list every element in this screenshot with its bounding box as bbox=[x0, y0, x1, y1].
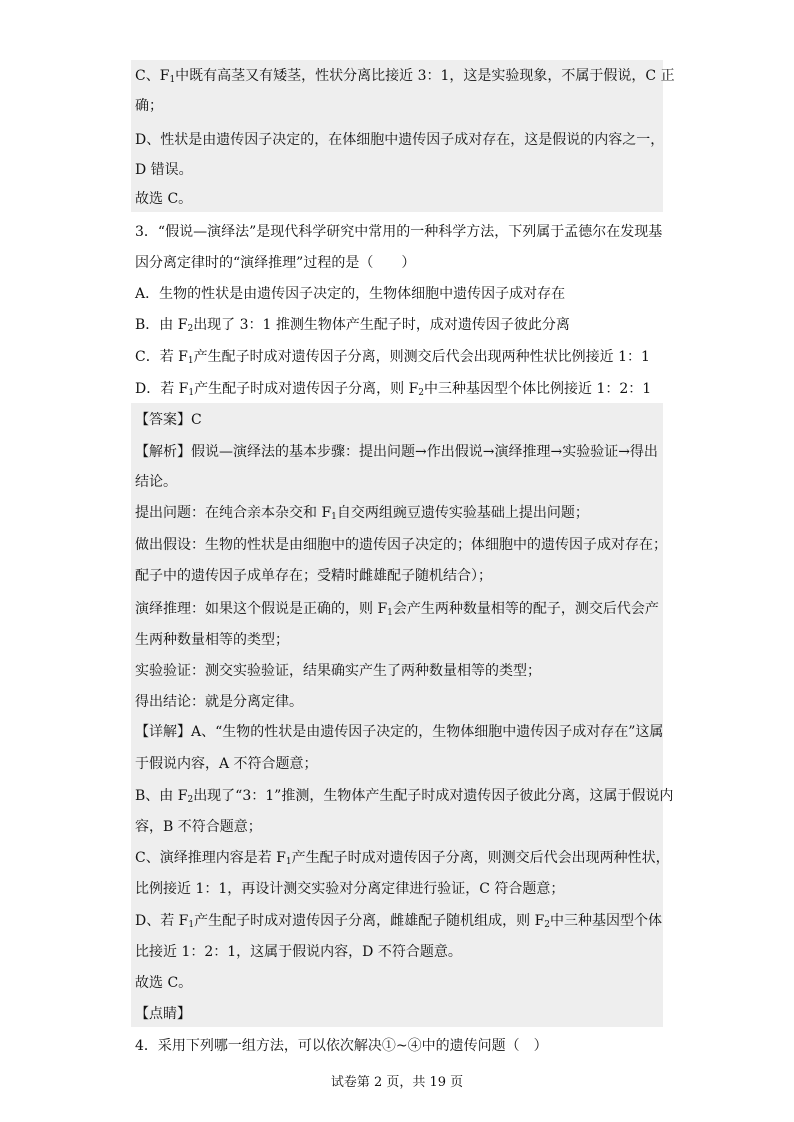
q3-analysis-line1: 【解析】假说—演绎法的基本步骤：提出问题→作出假说→演绎推理→实验验证→得出 bbox=[135, 444, 658, 460]
q3-analysis-hypothesis-line2: 配子中的遗传因子成单存在；受精时雌雄配子随机结合）； bbox=[135, 568, 492, 584]
q3-comment: 【点睛】 bbox=[135, 1006, 191, 1022]
q3-option-d: D．若 $F_1$产生配子时成对遗传因子分离，则 $F_2$中三种基因型个体比例接近 1：2：1 bbox=[135, 381, 652, 398]
q3-stem-line1: 3．“假说—演绎法”是现代科学研究中常用的一种科学方法，下列属于孟德尔在发现基 bbox=[135, 224, 663, 240]
answer-shade-q3 bbox=[131, 403, 663, 1027]
q3-conclusion: 故选 C。 bbox=[135, 975, 193, 991]
q3-option-b: B．由 $F_2$出现了 3：1 推测生物体产生配子时，成对遗传因子彼此分离 bbox=[135, 317, 570, 334]
q4-stem: 4．采用下列哪一组方法，可以依次解决①~④中的遗传问题（ ） bbox=[135, 1038, 548, 1054]
q3-analysis-conclusion: 得出结论：就是分离定律。 bbox=[135, 694, 303, 710]
prev-option-d-line1: D、性状是由遗传因子决定的，在体细胞中遗传因子成对存在，这是假说的内容之一， bbox=[135, 132, 665, 148]
q3-analysis-line2: 结论。 bbox=[135, 474, 177, 490]
prev-option-c-line2: 确； bbox=[135, 98, 163, 114]
q3-detail-a-line1: 【详解】A、“生物的性状是由遗传因子决定的，生物体细胞中遗传因子成对存在”这属 bbox=[135, 724, 664, 740]
q3-stem-line2: 因分离定律时的“演绎推理”过程的是（ ） bbox=[135, 255, 416, 271]
q3-analysis-deduction-line2: 生两种数量相等的类型； bbox=[135, 632, 289, 648]
prev-option-c-line1: C、$F_1$中既有高茎又有矮茎，性状分离比接近 3：1，这是实验现象，不属于假说，C 正 bbox=[135, 68, 675, 85]
q3-detail-d-line1: D、若 $F_1$产生配子时成对遗传因子分离，雌雄配子随机组成，则 $F_2$中三种基因型个体 bbox=[135, 913, 663, 930]
q3-detail-b-line2: 容，B 不符合题意； bbox=[135, 819, 262, 835]
q3-analysis-ask: 提出问题：在纯合亲本杂交和 $F_1$自交两组豌豆遗传实验基础上提出问题； bbox=[135, 505, 589, 522]
q3-analysis-experiment: 实验验证：测交实验验证，结果确实产生了两种数量相等的类型； bbox=[135, 663, 541, 679]
q3-answer: 【答案】C bbox=[135, 412, 202, 428]
q3-option-c: C．若 $F_1$产生配子时成对遗传因子分离，则测交后代会出现两种性状比例接近 1：1 bbox=[135, 349, 650, 366]
q3-detail-a-line2: 于假说内容，A 不符合题意； bbox=[135, 756, 318, 772]
q3-analysis-hypothesis-line1: 做出假设：生物的性状是由细胞中的遗传因子决定的；体细胞中的遗传因子成对存在； bbox=[135, 537, 667, 553]
q3-detail-c-line2: 比例接近 1：1，再设计测交实验对分离定律进行验证，C 符合题意； bbox=[135, 881, 565, 897]
page-footer: 试卷第 2 页，共 19 页 bbox=[330, 1075, 464, 1090]
q3-analysis-deduction-line1: 演绎推理：如果这个假说是正确的，则 $F_1$会产生两种数量相等的配子，测交后代会产 bbox=[135, 601, 659, 618]
q3-detail-c-line1: C、演绎推理内容是若 $F_1$产生配子时成对遗传因子分离，则测交后代会出现两种性状， bbox=[135, 850, 670, 867]
prev-option-d-line2: D 错误。 bbox=[135, 162, 193, 178]
q3-detail-d-line2: 比接近 1：2：1，这属于假说内容，D 不符合题意。 bbox=[135, 944, 462, 960]
prev-conclusion: 故选 C。 bbox=[135, 191, 193, 207]
q3-option-a: A．生物的性状是由遗传因子决定的，生物体细胞中遗传因子成对存在 bbox=[135, 286, 566, 302]
q3-detail-b-line1: B、由 $F_2$出现了“3：1”推测，生物体产生配子时成对遗传因子彼此分离，这属于假说内 bbox=[135, 788, 674, 805]
